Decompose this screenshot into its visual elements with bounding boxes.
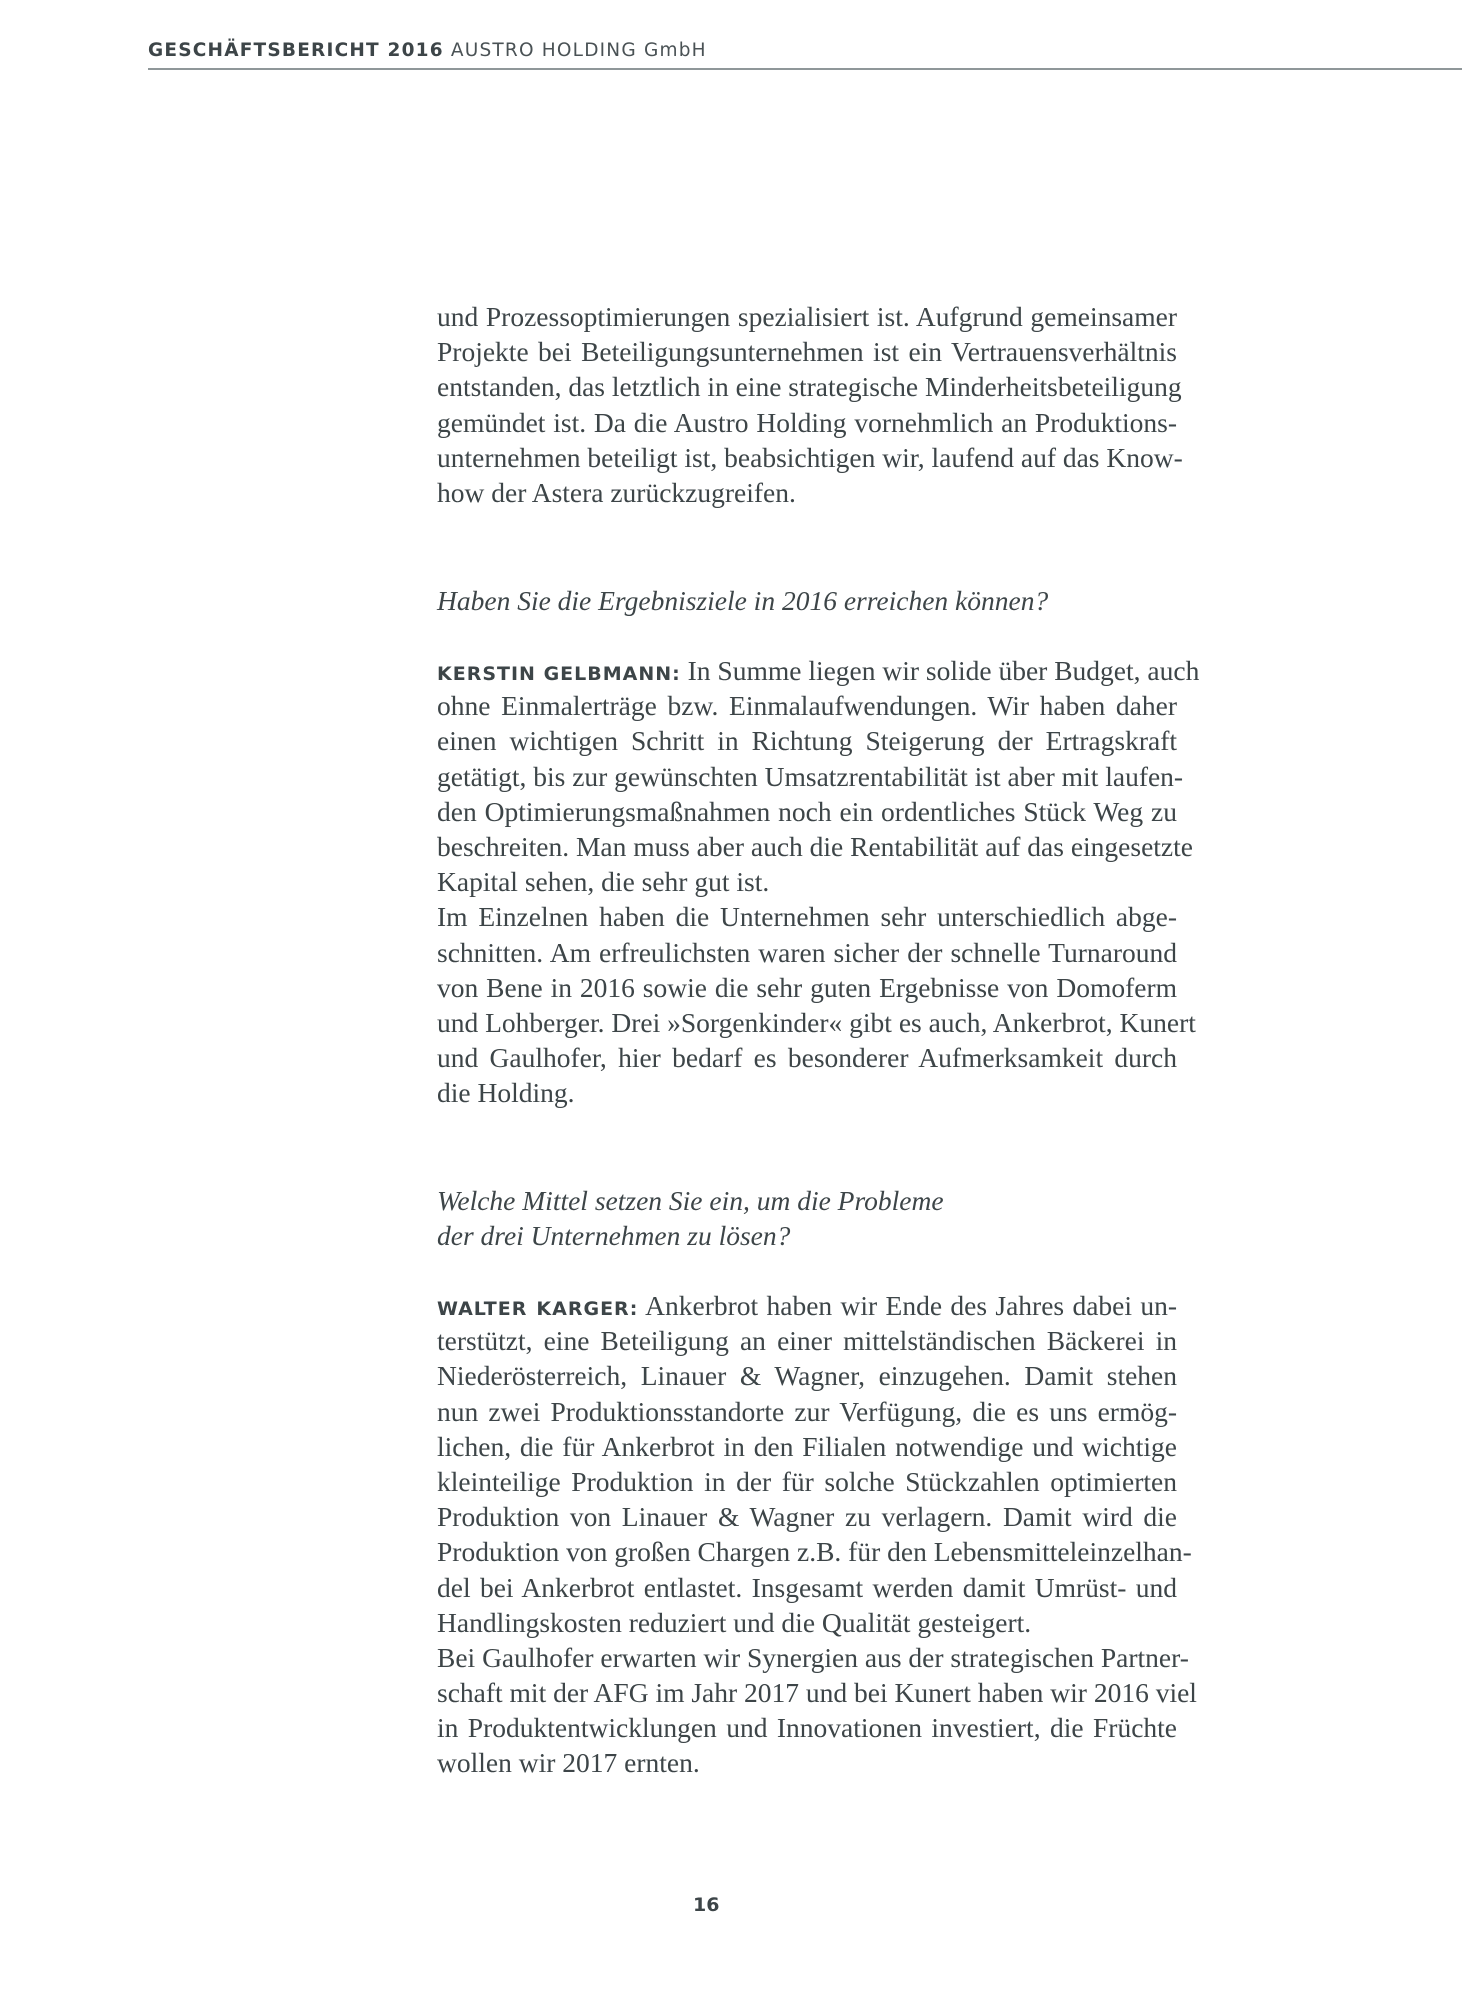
text-line: Produktion von großen Chargen z.B. für den Lebensmitteleinzelhan- bbox=[437, 1536, 1192, 1568]
text-line: den Optimierungsmaßnahmen noch ein ordentliches Stück Weg zu bbox=[437, 795, 1177, 827]
text-line: Im Einzelnen haben die Unternehmen sehr unterschiedlich abge- bbox=[437, 901, 1177, 933]
header-rule bbox=[148, 68, 1462, 70]
text-line: Projekte bei Beteiligungsunternehmen ist ein Vertrauensverhältnis bbox=[437, 336, 1177, 368]
page-number: 16 bbox=[693, 1894, 720, 1916]
speaker-name: WALTER KARGER: bbox=[437, 1298, 639, 1320]
text-line: Niederösterreich, Linauer & Wagner, einzugehen. Damit stehen bbox=[437, 1360, 1177, 1392]
text-segment: Ankerbrot haben wir Ende des Jahres dabei un- bbox=[645, 1290, 1178, 1321]
text-line: und Prozessoptimierungen spezialisiert ist. Aufgrund gemeinsamer bbox=[437, 301, 1177, 332]
text-line: Bei Gaulhofer erwarten wir Synergien aus der strategischen Partner- bbox=[437, 1641, 1189, 1673]
answer-first-line bbox=[437, 653, 1200, 688]
question-line: Welche Mittel setzen Sie ein, um die Probleme bbox=[437, 1185, 944, 1216]
text-line: Produktion von Linauer & Wagner zu verlagern. Damit wird die bbox=[437, 1501, 1177, 1533]
text-line: Handlingskosten reduziert und die Qualität gesteigert. bbox=[437, 1606, 1032, 1638]
interview-answer-2 bbox=[437, 1288, 1197, 1781]
text-line: how der Astera zurückzugreifen. bbox=[437, 476, 796, 508]
text-line: in Produktentwicklungen und Innovationen investiert, die Früchte bbox=[437, 1712, 1177, 1744]
text-line: Kapital sehen, die sehr gut ist. bbox=[437, 866, 770, 898]
interview-answer-1 bbox=[437, 653, 1200, 1110]
text-line: unternehmen beteiligt ist, beabsichtigen wir, laufend auf das Know- bbox=[437, 441, 1183, 473]
text-line: beschreiten. Man muss aber auch die Rentabilität auf das eingesetzte bbox=[437, 830, 1193, 862]
question-line: der drei Unternehmen zu lösen? bbox=[437, 1220, 791, 1252]
intro-paragraph bbox=[437, 299, 1183, 510]
company-name: AUSTRO HOLDING GmbH bbox=[450, 40, 707, 61]
text-line: und Lohberger. Drei »Sorgenkinder« gibt es auch, Ankerbrot, Kunert bbox=[437, 1006, 1196, 1038]
text-line: wollen wir 2017 ernten. bbox=[437, 1747, 700, 1779]
text-line: kleinteilige Produktion in der für solche Stückzahlen optimierten bbox=[437, 1465, 1177, 1497]
text-line: und Gaulhofer, hier bedarf es besonderer Aufmerksamkeit durch bbox=[437, 1042, 1177, 1074]
text-line: gemündet ist. Da die Austro Holding vornehmlich an Produktions- bbox=[437, 406, 1177, 438]
text-line: ohne Einmalerträge bzw. Einmalaufwendungen. Wir haben daher bbox=[437, 690, 1177, 722]
text-line: schaft mit der AFG im Jahr 2017 und bei Kunert haben wir 2016 viel bbox=[437, 1677, 1197, 1709]
text-line: nun zwei Produktionsstandorte zur Verfügung, die es uns ermög- bbox=[437, 1395, 1177, 1427]
text-line: schnitten. Am erfreulichsten waren sicher der schnelle Turnaround bbox=[437, 936, 1177, 968]
text-line: del bei Ankerbrot entlastet. Insgesamt werden damit Umrüst- und bbox=[437, 1571, 1177, 1603]
text-segment: In Summe liegen wir solide über Budget, auch bbox=[687, 655, 1200, 686]
text-line: lichen, die für Ankerbrot in den Filialen notwendige und wichtige bbox=[437, 1430, 1177, 1462]
report-title: GESCHÄFTSBERICHT 2016 bbox=[148, 40, 444, 61]
text-line: entstanden, das letztlich in eine strategische Minderheitsbeteiligung bbox=[437, 371, 1182, 403]
interview-question-2 bbox=[437, 1183, 1177, 1253]
running-header bbox=[148, 40, 707, 61]
text-line: einen wichtigen Schritt in Richtung Steigerung der Ertragskraft bbox=[437, 725, 1177, 757]
answer-first-line bbox=[437, 1288, 1177, 1323]
speaker-name: KERSTIN GELBMANN: bbox=[437, 663, 681, 685]
text-line: von Bene in 2016 sowie die sehr guten Ergebnisse von Domoferm bbox=[437, 971, 1177, 1003]
text-line: getätigt, bis zur gewünschten Umsatzrentabilität ist aber mit laufen- bbox=[437, 760, 1184, 792]
question-line: Haben Sie die Ergebnisziele in 2016 erreichen können? bbox=[437, 585, 1049, 616]
text-line: die Holding. bbox=[437, 1077, 575, 1109]
text-line: terstützt, eine Beteiligung an einer mittelständischen Bäckerei in bbox=[437, 1325, 1177, 1357]
interview-question-1 bbox=[437, 583, 1177, 618]
